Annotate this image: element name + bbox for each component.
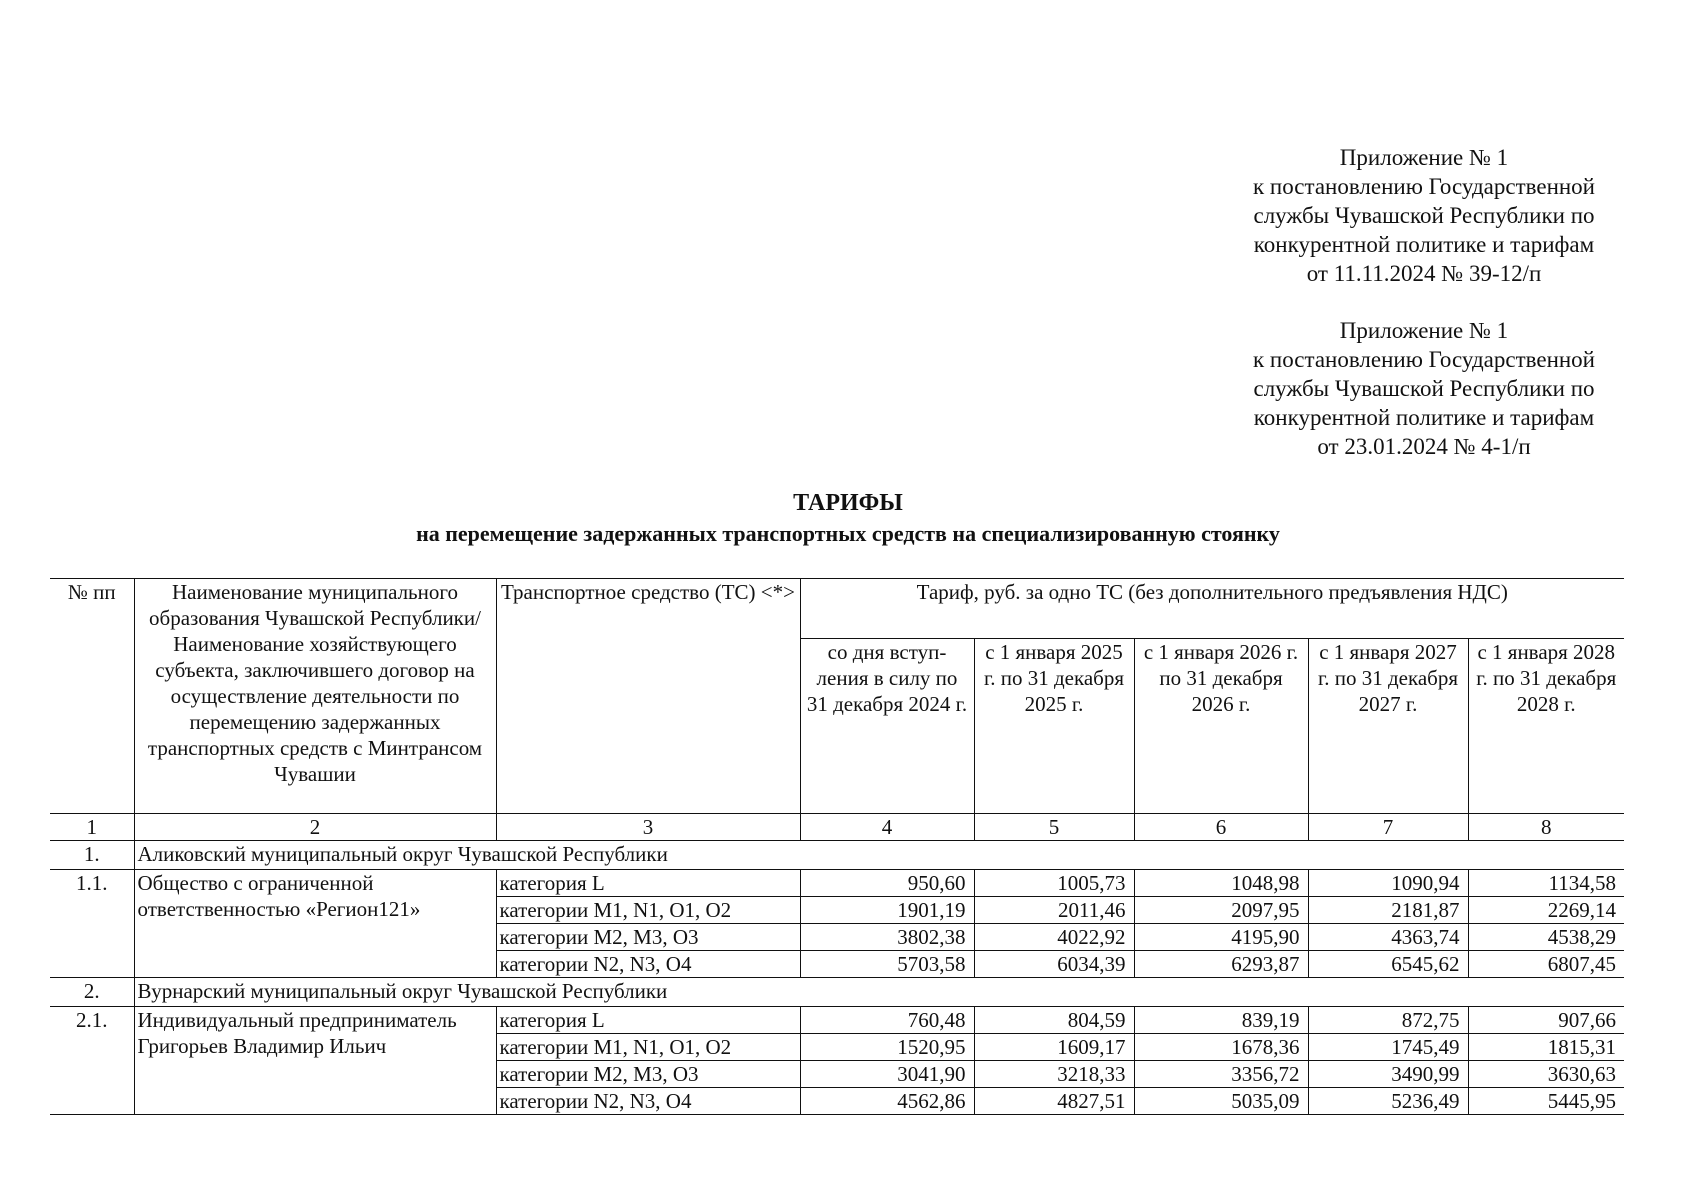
header-period-2028: с 1 января 2028 г. по 31 декабря 2028 г.	[1468, 639, 1624, 814]
column-number: 5	[974, 814, 1134, 841]
entity-name: Общество с ограниченной ответственностью «Регион121»	[134, 870, 496, 978]
header-tariff: Тариф, руб. за одно ТС (без дополнительного предъявления НДС)	[800, 579, 1624, 639]
header-entity: Наименование муниципального образования Чувашской Республики/ Наименование хозяйствующего субъекта, заключившего договор на осуществление деятельности по перемещению задержанных транспортных средств с Минтрансом Чувашии	[134, 579, 496, 814]
appendix-line: службы Чувашской Республики по	[1253, 203, 1595, 228]
header-vehicle: Транспортное средство (ТС) <*>	[496, 579, 800, 814]
column-number: 3	[496, 814, 800, 841]
tariff-value: 1678,36	[1134, 1034, 1308, 1061]
column-number: 8	[1468, 814, 1624, 841]
table-row	[50, 1007, 1624, 1034]
tariff-value: 6034,39	[974, 951, 1134, 978]
header-period-2027: с 1 января 2027 г. по 31 декабря 2027 г.	[1308, 639, 1468, 814]
header-period-2024: со дня вступ-ления в силу по 31 декабря 2024 г.	[800, 639, 974, 814]
section-number: 1.	[50, 841, 134, 870]
tariff-value: 2181,87	[1308, 897, 1468, 924]
section-name: Вурнарский муниципальный округ Чувашской Республики	[134, 978, 1624, 1007]
tariff-value: 2011,46	[974, 897, 1134, 924]
vehicle-category: категории N2, N3, O4	[496, 951, 800, 978]
tariff-value: 5035,09	[1134, 1088, 1308, 1115]
entity-number: 1.1.	[50, 870, 134, 978]
section-row	[50, 978, 1624, 1007]
tariff-value: 3802,38	[800, 924, 974, 951]
tariff-value: 1815,31	[1468, 1034, 1624, 1061]
tariff-value: 4538,29	[1468, 924, 1624, 951]
header-number: № пп	[50, 579, 134, 814]
appendix-line: к постановлению Государственной	[1253, 174, 1595, 199]
tariff-value: 1520,95	[800, 1034, 974, 1061]
document-subtitle: на перемещение задержанных транспортных средств на специализированную стоянку	[416, 521, 1280, 546]
column-number: 2	[134, 814, 496, 841]
appendix-line: к постановлению Государственной	[1253, 347, 1595, 372]
tariff-value: 1134,58	[1468, 870, 1624, 897]
appendix-block-1	[1214, 143, 1634, 288]
column-number: 1	[50, 814, 134, 841]
appendix-line: от 23.01.2024 № 4-1/п	[1317, 434, 1531, 459]
tariff-value: 804,59	[974, 1007, 1134, 1034]
tariff-value: 5445,95	[1468, 1088, 1624, 1115]
tariff-value: 2269,14	[1468, 897, 1624, 924]
tariff-value: 950,60	[800, 870, 974, 897]
tariff-table	[50, 578, 1624, 1115]
header-period-2025: с 1 января 2025 г. по 31 декабря 2025 г.	[974, 639, 1134, 814]
tariff-value: 1005,73	[974, 870, 1134, 897]
tariff-value: 907,66	[1468, 1007, 1624, 1034]
tariff-value: 6545,62	[1308, 951, 1468, 978]
table-row	[50, 870, 1624, 897]
tariff-value: 5236,49	[1308, 1088, 1468, 1115]
tariff-value: 4827,51	[974, 1088, 1134, 1115]
column-number: 7	[1308, 814, 1468, 841]
tariff-value: 1090,94	[1308, 870, 1468, 897]
tariff-value: 6807,45	[1468, 951, 1624, 978]
tariff-value: 1745,49	[1308, 1034, 1468, 1061]
tariff-value: 1048,98	[1134, 870, 1308, 897]
tariff-value: 3356,72	[1134, 1061, 1308, 1088]
entity-name: Индивидуальный предприниматель Григорьев Владимир Ильич	[134, 1007, 496, 1115]
section-row	[50, 841, 1624, 870]
vehicle-category: категория L	[496, 870, 800, 897]
section-name: Аликовский муниципальный округ Чувашской Республики	[134, 841, 1624, 870]
vehicle-category: категории М2, М3, O3	[496, 1061, 800, 1088]
column-number: 6	[1134, 814, 1308, 841]
tariff-value: 3218,33	[974, 1061, 1134, 1088]
appendix-line: службы Чувашской Республики по	[1253, 376, 1595, 401]
tariff-value: 839,19	[1134, 1007, 1308, 1034]
tariff-value: 4562,86	[800, 1088, 974, 1115]
tariff-value: 3630,63	[1468, 1061, 1624, 1088]
tariff-value: 872,75	[1308, 1007, 1468, 1034]
tariff-value: 3041,90	[800, 1061, 974, 1088]
vehicle-category: категории N2, N3, O4	[496, 1088, 800, 1115]
appendix-line: конкурентной политике и тарифам	[1253, 405, 1595, 430]
entity-number: 2.1.	[50, 1007, 134, 1115]
column-numbers-row	[50, 814, 1624, 841]
tariff-value: 4363,74	[1308, 924, 1468, 951]
vehicle-category: категории М1, N1, O1, O2	[496, 1034, 800, 1061]
vehicle-category: категория L	[496, 1007, 800, 1034]
appendix-line: от 11.11.2024 № 39-12/п	[1306, 261, 1542, 286]
tariff-value: 1901,19	[800, 897, 974, 924]
header-period-2026: с 1 января 2026 г. по 31 декабря 2026 г.	[1134, 639, 1308, 814]
document-title: ТАРИФЫ	[793, 490, 903, 516]
vehicle-category: категории М1, N1, O1, O2	[496, 897, 800, 924]
tariff-value: 1609,17	[974, 1034, 1134, 1061]
column-number: 4	[800, 814, 974, 841]
appendix-line: конкурентной политике и тарифам	[1253, 232, 1595, 257]
tariff-value: 2097,95	[1134, 897, 1308, 924]
appendix-line: Приложение № 1	[1339, 145, 1509, 170]
tariff-value: 760,48	[800, 1007, 974, 1034]
tariff-value: 4195,90	[1134, 924, 1308, 951]
section-number: 2.	[50, 978, 134, 1007]
tariff-value: 5703,58	[800, 951, 974, 978]
appendix-block-2	[1214, 316, 1634, 461]
appendix-line: Приложение № 1	[1339, 318, 1509, 343]
tariff-value: 6293,87	[1134, 951, 1308, 978]
tariff-value: 4022,92	[974, 924, 1134, 951]
tariff-value: 3490,99	[1308, 1061, 1468, 1088]
vehicle-category: категории М2, М3, O3	[496, 924, 800, 951]
